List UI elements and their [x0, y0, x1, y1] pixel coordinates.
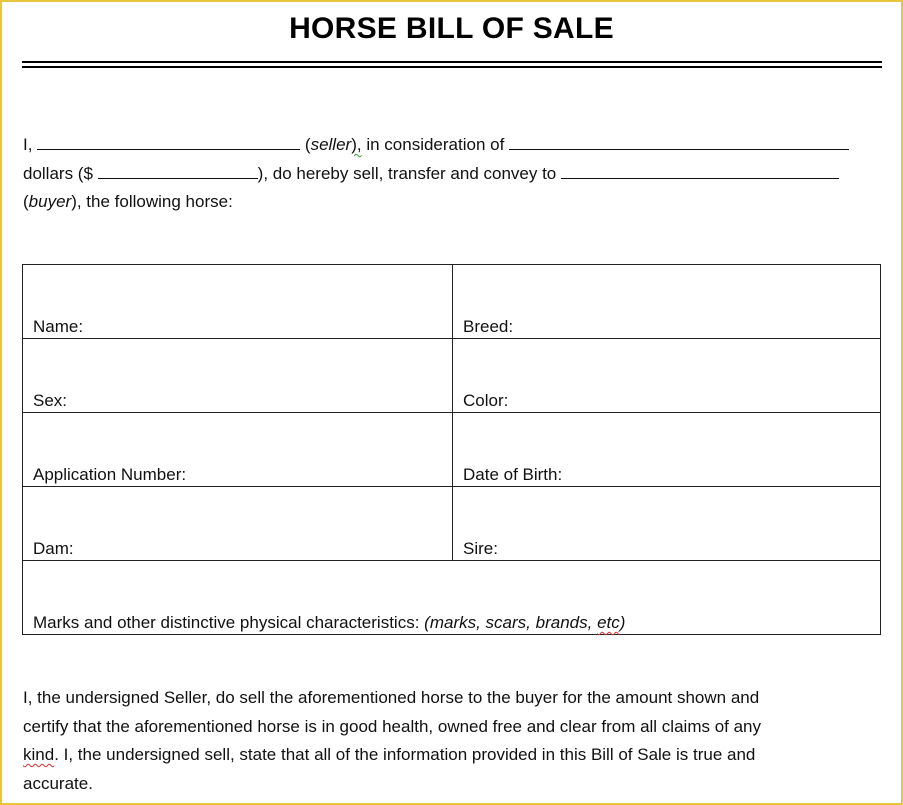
breed-label: Breed: — [463, 317, 514, 336]
intro-paragraph — [23, 131, 883, 217]
color-cell[interactable] — [453, 339, 881, 413]
intro-line-2 — [23, 160, 883, 189]
table-row — [23, 265, 881, 339]
consideration-text: in consideration of — [366, 135, 505, 154]
intro-i: I, — [23, 135, 33, 154]
name-label: Name: — [33, 317, 84, 336]
seller-close: ), — [351, 135, 362, 154]
table-row — [23, 487, 881, 561]
table-row — [23, 561, 881, 635]
convey-text: ), do hereby sell, transfer and convey to — [257, 163, 557, 183]
table-row — [23, 339, 881, 413]
seller-label: seller — [310, 135, 352, 154]
closing-line-1: I, the undersigned Seller, do sell the aforementioned horse to the buyer for the amount shown and — [23, 688, 760, 707]
horse-details-table — [22, 264, 881, 635]
marks-label: Marks and other distinctive physical characteristics: — [33, 613, 420, 632]
date-of-birth-cell[interactable] — [453, 413, 881, 487]
color-label: Color: — [463, 391, 509, 410]
dollar-amount-blank[interactable] — [98, 162, 258, 179]
marks-cell[interactable] — [23, 561, 881, 635]
dam-cell[interactable] — [23, 487, 453, 561]
sex-label: Sex: — [33, 391, 68, 410]
dam-label: Dam: — [33, 539, 74, 558]
marks-examples: (marks, scars, brands, — [424, 613, 593, 632]
sex-cell[interactable] — [23, 339, 453, 413]
breed-cell[interactable] — [453, 265, 881, 339]
closing-kind: kind — [23, 745, 55, 764]
title-divider-bottom — [22, 66, 882, 68]
closing-line-3 — [23, 741, 853, 770]
buyer-label: buyer — [28, 192, 72, 211]
intro-line-1: I, (seller), in consideration of — [23, 131, 883, 160]
buyer-name-blank[interactable] — [561, 162, 839, 179]
following-text: ), the following horse: — [71, 192, 233, 211]
closing-line-4: accurate. — [23, 773, 93, 793]
table-row — [23, 413, 881, 487]
marks-text — [33, 613, 625, 634]
name-cell[interactable] — [23, 265, 453, 339]
application-number-cell[interactable] — [23, 413, 453, 487]
document-title: HORSE BILL OF SALE — [289, 12, 614, 45]
seller-name-blank[interactable] — [37, 133, 300, 150]
marks-close: ) — [619, 613, 626, 632]
marks-etc: etc — [597, 613, 620, 632]
closing-line-2: certify that the aforementioned horse is in good health, owned free and clear from all claims of any — [23, 716, 762, 736]
date-of-birth-label: Date of Birth: — [463, 465, 563, 484]
sire-cell[interactable] — [453, 487, 881, 561]
closing-line-3-rest: . I, the undersigned sell, state that all of the information provided in this Bill of Sale is true and — [54, 745, 756, 764]
closing-paragraph — [23, 684, 853, 798]
application-number-label: Application Number: — [33, 465, 187, 484]
title-divider-top — [22, 61, 882, 63]
sire-label: Sire: — [463, 539, 498, 558]
intro-line-3: (buyer), the following horse: — [23, 192, 233, 211]
dollars-text: dollars ($ — [23, 163, 93, 183]
consideration-amount-blank[interactable] — [509, 133, 849, 150]
